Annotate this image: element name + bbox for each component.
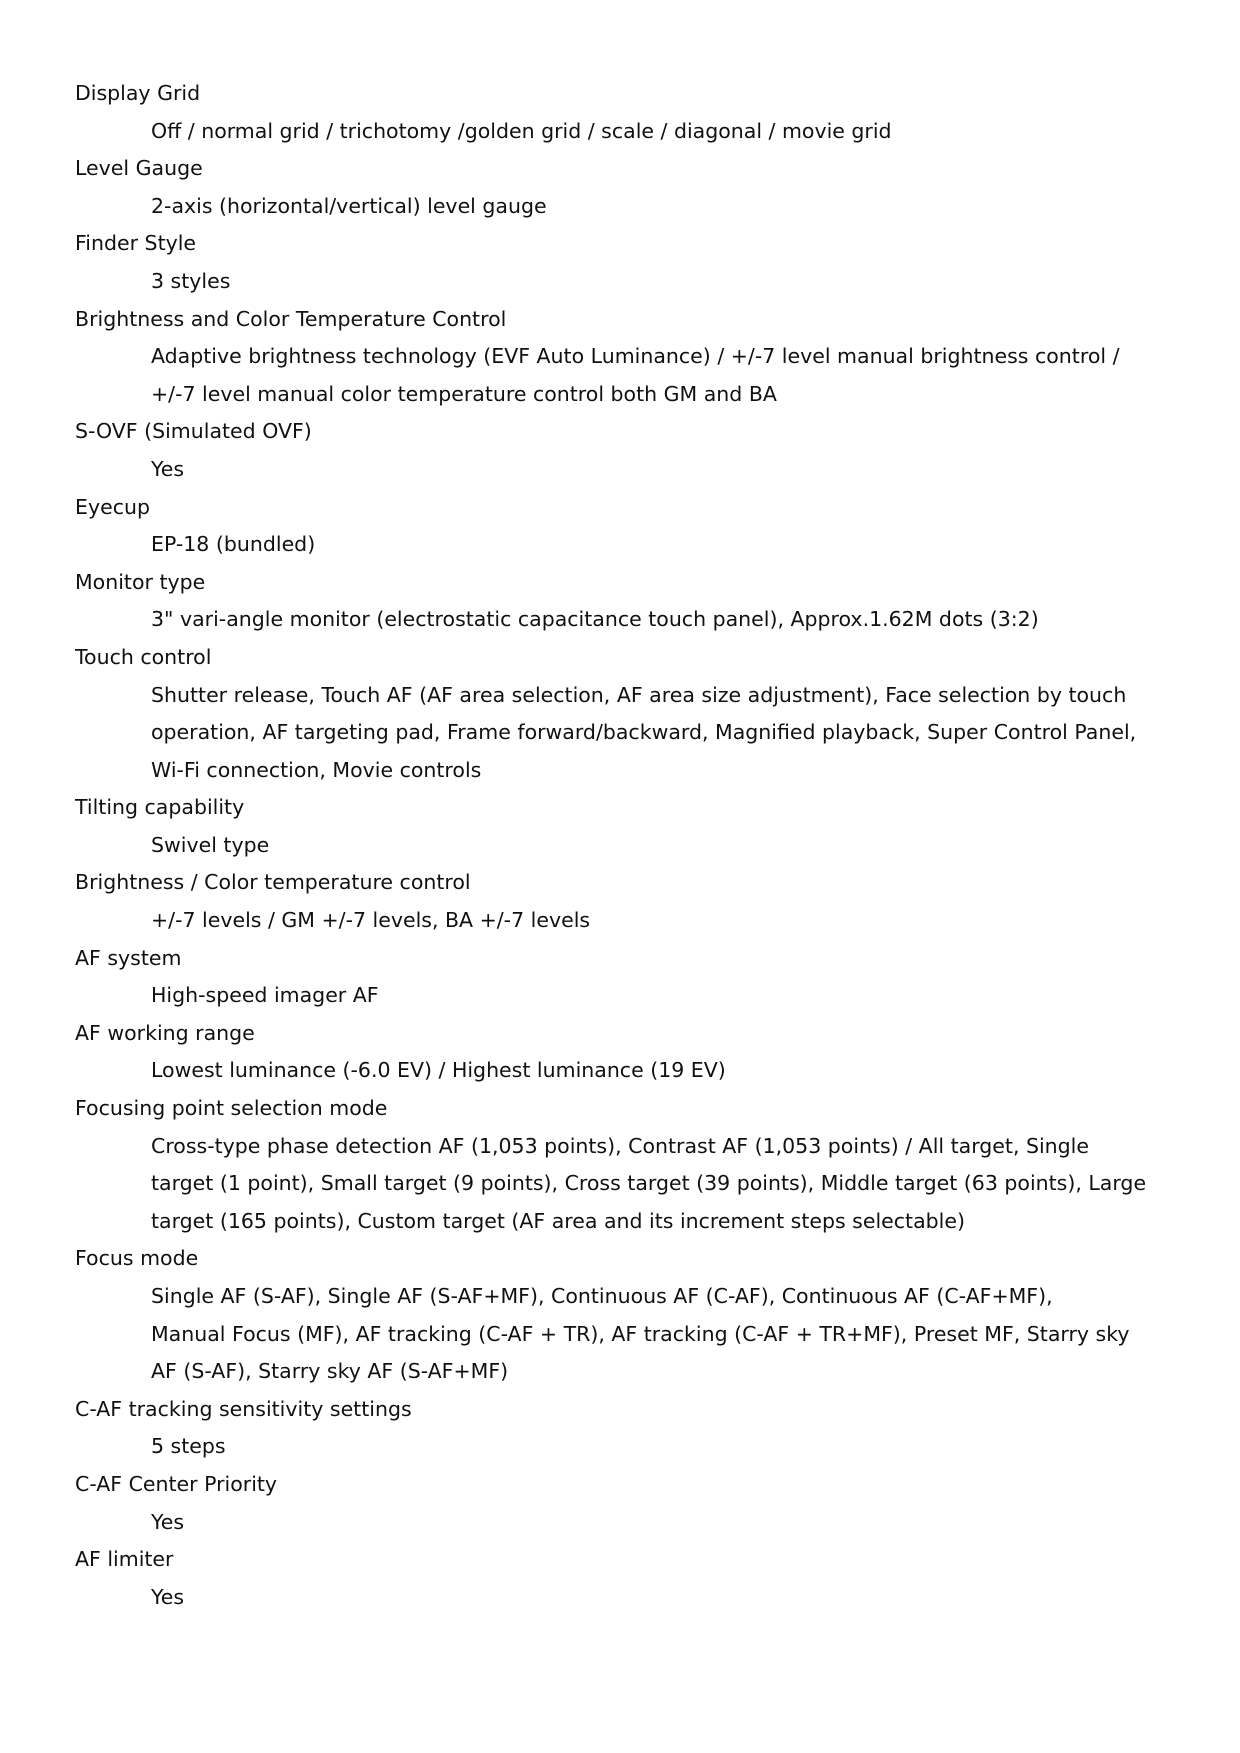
spec-value-line: Yes bbox=[151, 1584, 185, 1609]
spec-value-line: +/-7 level manual color temperature control both GM and BA bbox=[151, 381, 777, 406]
spec-value-line: 3" vari-angle monitor (electrostatic capacitance touch panel), Approx.1.62M dots (3:2) bbox=[151, 607, 1039, 632]
spec-term: Tilting capability bbox=[75, 795, 245, 820]
spec-entry-focus-mode bbox=[75, 1240, 1185, 1390]
spec-entry-brightness-color-control bbox=[75, 864, 1185, 939]
spec-value-line: Yes bbox=[151, 456, 185, 481]
spec-entry-af-working-range bbox=[75, 1015, 1185, 1090]
spec-value bbox=[75, 451, 1185, 489]
spec-term: Finder Style bbox=[75, 231, 197, 256]
spec-value-line: High-speed imager AF bbox=[151, 983, 379, 1008]
spec-value-line: Adaptive brightness technology (EVF Auto Luminance) / +/-7 level manual brightness control / bbox=[151, 344, 1120, 369]
spec-value bbox=[75, 1128, 1185, 1241]
spec-value-line: Manual Focus (MF), AF tracking (C-AF + TR), AF tracking (C-AF + TR+MF), Preset MF, Starry sky bbox=[151, 1321, 1130, 1346]
spec-term: Eyecup bbox=[75, 494, 150, 519]
spec-value-line: 5 steps bbox=[151, 1434, 226, 1459]
spec-value bbox=[75, 902, 1185, 940]
spec-value bbox=[75, 977, 1185, 1015]
spec-entry-finder-style bbox=[75, 225, 1185, 300]
spec-value bbox=[75, 263, 1185, 301]
spec-entry-level-gauge bbox=[75, 150, 1185, 225]
spec-term: AF limiter bbox=[75, 1547, 174, 1572]
spec-entry-s-ovf bbox=[75, 413, 1185, 488]
spec-value bbox=[75, 677, 1185, 790]
spec-term: Focus mode bbox=[75, 1246, 199, 1271]
spec-term: AF working range bbox=[75, 1020, 255, 1045]
spec-entry-tilting-capability bbox=[75, 789, 1185, 864]
spec-value bbox=[75, 188, 1185, 226]
spec-value-line: 3 styles bbox=[151, 268, 231, 293]
spec-value bbox=[75, 526, 1185, 564]
spec-term: AF system bbox=[75, 945, 182, 970]
spec-value-line: Cross-type phase detection AF (1,053 points), Contrast AF (1,053 points) / All target, Single bbox=[151, 1133, 1089, 1158]
spec-value bbox=[75, 601, 1185, 639]
spec-entry-focusing-point-selection bbox=[75, 1090, 1185, 1240]
spec-value-line: Single AF (S-AF), Single AF (S-AF+MF), Continuous AF (C-AF), Continuous AF (C-AF+MF), bbox=[151, 1284, 1053, 1308]
spec-value-line: Yes bbox=[151, 1509, 185, 1534]
spec-value bbox=[75, 1579, 1185, 1617]
spec-value-line: Wi-Fi connection, Movie controls bbox=[151, 757, 482, 782]
spec-term: S-OVF (Simulated OVF) bbox=[75, 419, 312, 444]
spec-value bbox=[75, 827, 1185, 865]
spec-value-line: target (165 points), Custom target (AF area and its increment steps selectable) bbox=[151, 1208, 965, 1233]
spec-value bbox=[75, 1428, 1185, 1466]
spec-value-line: target (1 point), Small target (9 points), Cross target (39 points), Middle target (63 points), Large bbox=[151, 1171, 1147, 1196]
spec-entry-eyecup bbox=[75, 489, 1185, 564]
spec-value-line: 2-axis (horizontal/vertical) level gauge bbox=[151, 193, 547, 218]
spec-term: C-AF Center Priority bbox=[75, 1471, 278, 1496]
spec-entry-c-af-center-priority bbox=[75, 1466, 1185, 1541]
spec-value-line: EP-18 (bundled) bbox=[151, 532, 316, 557]
spec-value-line: operation, AF targeting pad, Frame forward/backward, Magnified playback, Super Control Panel, bbox=[151, 720, 1137, 745]
spec-value-line: Shutter release, Touch AF (AF area selection, AF area size adjustment), Face selection by touch bbox=[151, 682, 1127, 707]
spec-value bbox=[75, 1504, 1185, 1542]
spec-term: Display Grid bbox=[75, 81, 201, 105]
spec-term: Monitor type bbox=[75, 569, 206, 594]
spec-value bbox=[75, 1278, 1185, 1391]
spec-value-line: Lowest luminance (-6.0 EV) / Highest luminance (19 EV) bbox=[151, 1058, 726, 1083]
spec-entry-monitor-type bbox=[75, 564, 1185, 639]
spec-entry-c-af-tracking-sensitivity bbox=[75, 1391, 1185, 1466]
spec-term: Level Gauge bbox=[75, 156, 203, 181]
spec-term: C-AF tracking sensitivity settings bbox=[75, 1396, 412, 1421]
spec-term: Brightness / Color temperature control bbox=[75, 870, 471, 895]
spec-term: Brightness and Color Temperature Control bbox=[75, 306, 507, 331]
spec-entry-af-system bbox=[75, 940, 1185, 1015]
spec-value bbox=[75, 113, 1185, 151]
spec-value-line: AF (S-AF), Starry sky AF (S-AF+MF) bbox=[151, 1359, 509, 1384]
spec-value-line: Swivel type bbox=[151, 832, 270, 857]
spec-entry-af-limiter bbox=[75, 1541, 1185, 1616]
spec-entry-display-grid bbox=[75, 75, 1185, 150]
spec-value bbox=[75, 1052, 1185, 1090]
spec-value-line: Off / normal grid / trichotomy /golden grid / scale / diagonal / movie grid bbox=[151, 118, 892, 143]
spec-sheet-page bbox=[75, 75, 1185, 1616]
spec-entry-brightness-color-temperature bbox=[75, 301, 1185, 414]
spec-term: Touch control bbox=[75, 644, 212, 669]
spec-entry-touch-control bbox=[75, 639, 1185, 789]
spec-value-line: +/-7 levels / GM +/-7 levels, BA +/-7 levels bbox=[151, 908, 591, 933]
spec-value bbox=[75, 338, 1185, 413]
spec-term: Focusing point selection mode bbox=[75, 1096, 388, 1121]
